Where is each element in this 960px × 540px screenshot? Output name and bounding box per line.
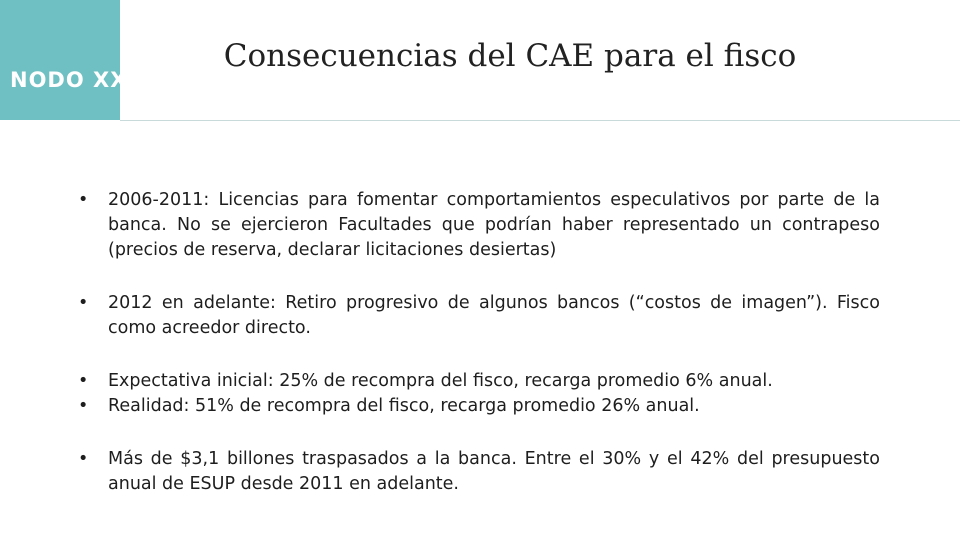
bullet-item: [78, 447, 880, 497]
bullet-item: [78, 394, 880, 419]
bullet-marker: •: [78, 293, 89, 313]
bullet-text: Más de $3,1 billones traspasados a la banca. Entre el 30% y el 42% del presupuesto anual de ESUP desde 2011 en adelante.: [108, 449, 880, 494]
bullet-text: Expectativa inicial: 25% de recompra del fisco, recarga promedio 6% anual.: [108, 371, 773, 391]
title-divider: [120, 120, 960, 121]
slide-title: Consecuencias del CAE para el fisco: [223, 38, 797, 74]
bullet-marker: •: [78, 371, 89, 391]
bullet-item: [78, 369, 880, 394]
bullet-text: Realidad: 51% de recompra del fisco, recarga promedio 26% anual.: [108, 396, 700, 416]
logo: [0, 0, 137, 120]
logo-text: NODO XXI: [10, 68, 137, 92]
bullet-item: [78, 188, 880, 263]
bullet-marker: •: [78, 449, 89, 469]
bullet-text: 2012 en adelante: Retiro progresivo de algunos bancos (“costos de imagen”). Fisco como acreedor directo.: [108, 293, 880, 338]
bullet-marker: •: [78, 190, 89, 210]
bullet-item: [78, 291, 880, 341]
bullet-text: 2006-2011: Licencias para fomentar comportamientos especulativos por parte de la banca. No se ejercieron Facultades que podrían haber representado un contrapeso (precios de reserva, declarar licitaciones desiertas): [108, 190, 880, 260]
bullet-list: [78, 188, 880, 497]
bullet-marker: •: [78, 396, 89, 416]
